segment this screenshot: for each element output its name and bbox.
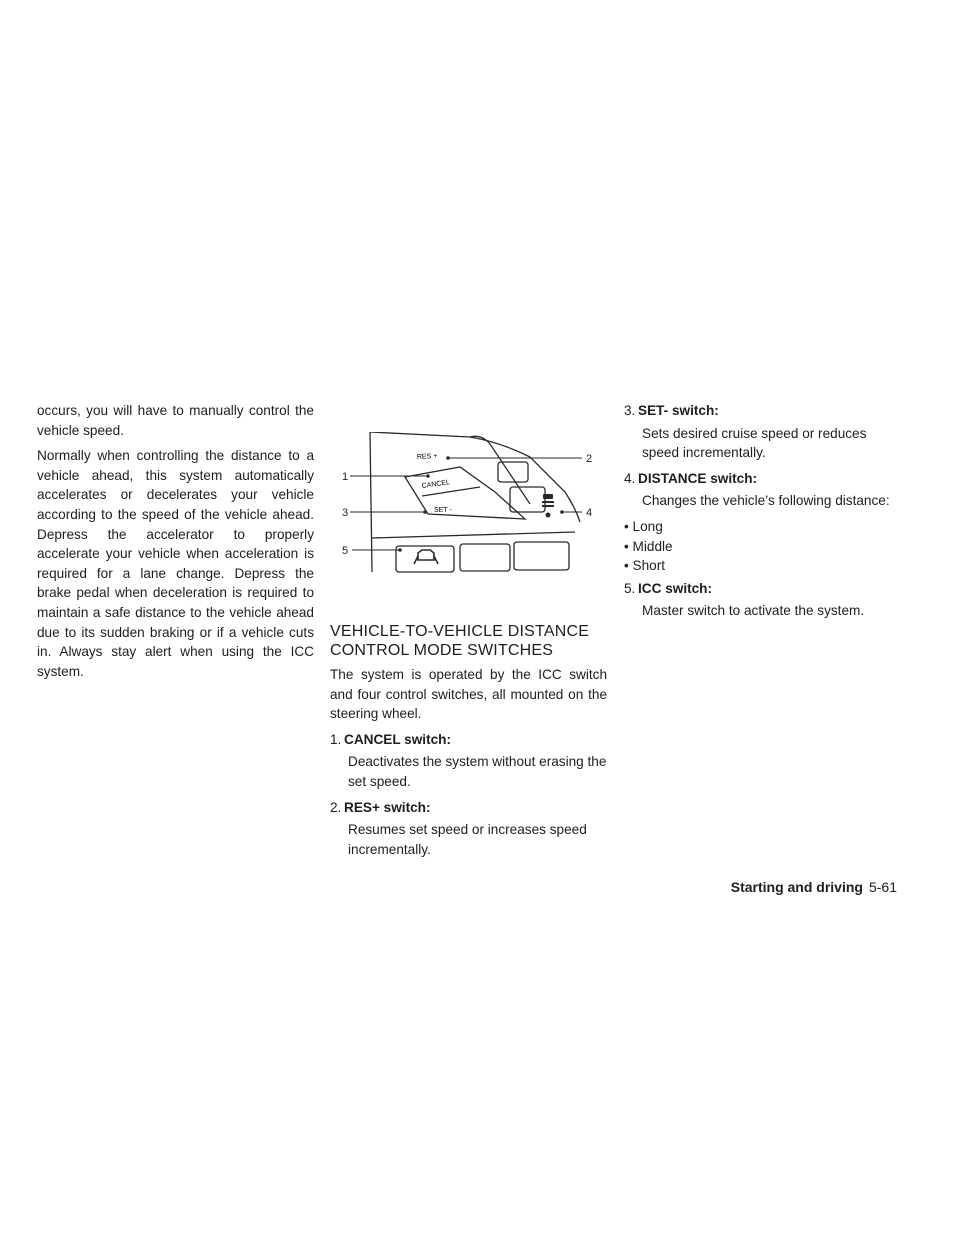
item-number: 2. <box>330 799 342 815</box>
item-description: Sets desired cruise speed or reduces speed incrementally. <box>642 425 867 461</box>
callout-5: 5 <box>342 545 349 557</box>
res-label: RES + <box>416 452 438 461</box>
callout-3: 3 <box>342 507 349 519</box>
section-heading: VEHICLE-TO-VEHICLE DISTANCE CONTROL MODE SWITCHES <box>330 623 590 659</box>
item-title: ICC switch: <box>638 580 713 596</box>
footer-section-title: Starting and driving <box>730 879 863 895</box>
item-description: Resumes set speed or increases speed incrementally. <box>348 822 587 857</box>
distance-option-middle: • Middle <box>624 538 673 554</box>
section-intro: The system is operated by the ICC switch and four control switches, all mounted on the steering wheel. <box>330 667 607 722</box>
item-number: 4. <box>624 470 636 486</box>
item-description: Changes the vehicle’s following distance: <box>642 493 890 509</box>
item-title: CANCEL switch: <box>344 731 451 747</box>
lower-key-right <box>514 542 569 570</box>
panel-inner-curve <box>470 436 530 504</box>
distance-option-long: • Long <box>624 518 663 534</box>
item-description: Master switch to activate the system. <box>642 603 865 619</box>
item-title: DISTANCE switch: <box>638 470 758 486</box>
distance-icon <box>542 494 554 518</box>
cancel-key-outline <box>405 467 525 519</box>
lower-key-middle <box>460 544 510 571</box>
steering-switch-illustration <box>330 432 607 582</box>
left-column <box>37 401 314 687</box>
icc-car-icon <box>414 550 438 564</box>
switch-diagram <box>330 432 607 582</box>
paragraph-distance-control: Normally when controlling the distance to a vehicle ahead, this system automatically accelerates or decelerates your vehicle according to the speed of the vehicle ahead. Depress the accelerator to properly accelerate your vehicle when acceleration is required for a lane change. Depress the brake pedal when deceleration is required to maintain a safe distance to the vehicle ahead due to its sudden braking or if a vehicle cuts in. Always stay alert when using the ICC system. <box>37 448 314 679</box>
panel-outline-left <box>370 432 372 572</box>
item-set <box>624 401 901 463</box>
item-distance <box>624 469 901 576</box>
item-icc <box>624 579 901 621</box>
item-title: RES+ switch: <box>344 799 431 815</box>
distance-option-short: • Short <box>624 558 666 574</box>
right-column <box>624 401 901 627</box>
callout-4: 4 <box>586 507 593 519</box>
callout-1: 1 <box>342 471 349 483</box>
item-description: Deactivates the system without erasing the set speed. <box>348 754 607 789</box>
item-number: 5. <box>624 580 636 596</box>
item-res <box>330 798 607 860</box>
item-number: 1. <box>330 731 342 747</box>
item-number: 3. <box>624 403 636 418</box>
lower-row-line <box>372 532 575 538</box>
page-footer <box>731 879 897 895</box>
callout-2: 2 <box>586 453 593 465</box>
page-number: 5-61 <box>868 879 897 895</box>
middle-column-body <box>330 665 607 865</box>
cancel-label: CANCEL <box>421 479 451 490</box>
paragraph-occurs: occurs, you will have to manually control the vehicle speed. <box>37 403 314 438</box>
item-cancel <box>330 730 607 792</box>
item-title: SET- switch: <box>638 403 719 418</box>
set-label: SET - <box>434 507 452 514</box>
